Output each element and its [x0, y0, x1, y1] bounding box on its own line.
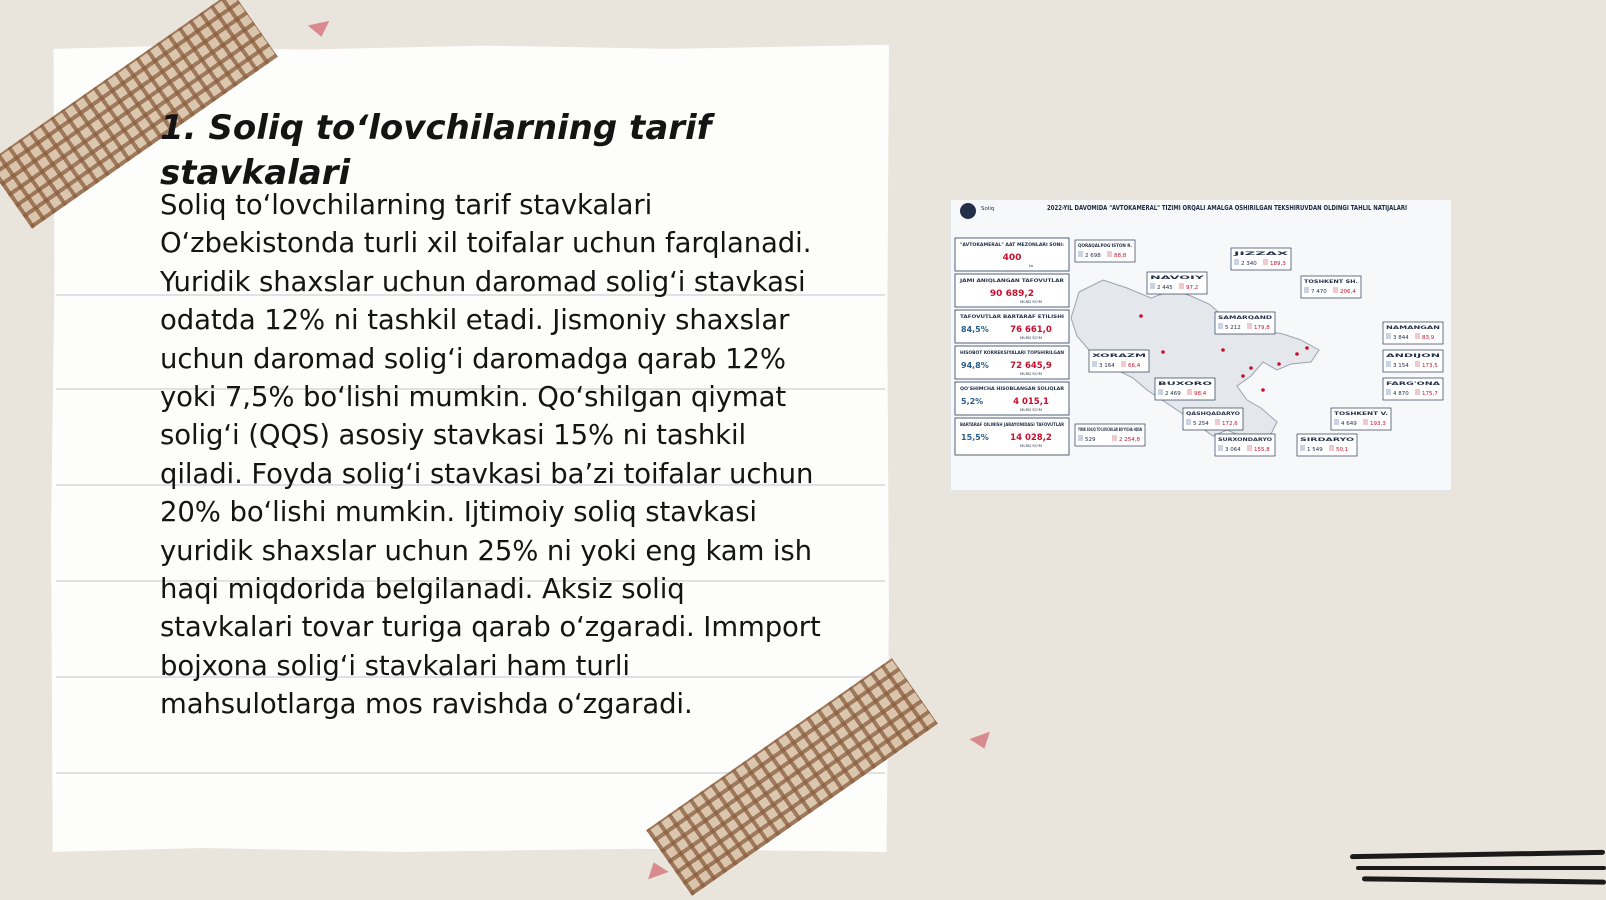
infographic-heading: 2022-YIL DAVOMIDA "AVTOKAMERAL" TIZIMI ORQALI AMALGA OSHIRILGAN TEKSHIRUVDAN OLDINGI TAHLIL NATIJALARI — [1047, 204, 1407, 212]
region-name: TOSHKENT V. — [1334, 412, 1367, 417]
stat-label: "AVTOKAMERAL" AAT MEZONLARI SONI: — [960, 243, 1064, 248]
region-count: 3 844 — [1393, 335, 1409, 341]
region-name: SAMARQAND — [1218, 316, 1251, 321]
region-box — [1383, 350, 1443, 372]
stat-value: 4 015,1 — [1013, 397, 1049, 407]
map-city-dot — [1295, 352, 1299, 356]
stat-unit: MLRD SO'M — [1020, 371, 1042, 376]
region-name: NAMANGAN — [1386, 326, 1416, 331]
region-count: 5 254 — [1193, 421, 1209, 427]
region-count-icon — [1334, 419, 1339, 425]
stat-unit: ta — [1029, 263, 1033, 268]
region-amount: 172,6 — [1222, 421, 1238, 427]
decorative-scribble-line — [1350, 850, 1605, 859]
region-box — [1155, 378, 1215, 400]
region-name: SIRDARYO — [1300, 438, 1326, 443]
stat-box — [955, 274, 1069, 307]
region-count: 3 164 — [1099, 363, 1115, 369]
region-count-icon — [1150, 283, 1155, 289]
slide-body-text: Soliq to‘lovchilarning tarif stavkalari O‘zbekistonda turli xil toifalar uchun farqlanadi. Yuridik shaxslar uchun daromad solig‘i stavkasi odatda 12% ni tashkil etadi. Jismoniy shaxslar uchun daromad solig‘i daromadga qarab 12% yoki 7,5% bo‘lishi mumkin. Qo‘shilgan qiymat solig‘i (QQS) asosiy stavkasi 15% ni tashkil qiladi. Foyda solig‘i stavkasi ba’zi toifalar uchun 20% bo‘lishi mumkin. Ijtimoiy soliq stavkasi yuridik shaxslar uchun 25% ni yoki eng kam ish haqi miqdorida belgilanadi. Aksiz soliq stavkalari tovar turiga qarab o‘zgaradi. Immport bojxona solig‘i stavkalari ham turli mahsulotlarga mos ravishda o‘zgaradi. — [160, 189, 821, 721]
region-amount-icon — [1187, 389, 1192, 395]
region-name: FARG'ONA — [1386, 382, 1412, 387]
region-name: BUXORO — [1158, 382, 1179, 387]
region-name: TOSHKENT SH. — [1304, 280, 1341, 285]
stat-label: TAFOVUTLAR BARTARAF ETILISHI — [960, 315, 1046, 320]
region-amount: 193,3 — [1370, 421, 1386, 427]
region-amount: 83,9 — [1422, 335, 1435, 341]
map-city-dot — [1221, 348, 1225, 352]
stat-box — [955, 310, 1069, 343]
map-city-dot — [1277, 362, 1281, 366]
stat-label: BARTARAF QILINISH JARAYONIDAGI TAFOVUTLAR — [960, 423, 1086, 428]
region-box — [1383, 322, 1443, 344]
region-box — [1075, 240, 1135, 262]
region-name: QORAQALPOG'ISTON R. — [1078, 244, 1136, 249]
region-box — [1183, 408, 1243, 430]
region-box — [1147, 272, 1207, 294]
tax-committee-logo-icon — [960, 203, 976, 219]
region-name: YIRIK SOLIQ TO'LOVCHILAR BO'YICHA HDSN — [1078, 428, 1186, 433]
region-count-icon — [1158, 389, 1163, 395]
region-count-icon — [1304, 287, 1309, 293]
region-count-icon — [1078, 435, 1083, 441]
region-box — [1297, 434, 1357, 456]
region-count: 2 698 — [1085, 253, 1101, 259]
region-count-icon — [1234, 259, 1239, 265]
region-amount-icon — [1415, 333, 1420, 339]
region-amount-icon — [1107, 251, 1112, 257]
region-box — [1331, 408, 1391, 430]
stat-unit: MLRD SO'M — [1020, 335, 1042, 340]
region-count-icon — [1218, 323, 1223, 329]
region-amount: 206,4 — [1340, 289, 1356, 295]
decorative-scribble-line — [1362, 876, 1606, 884]
region-amount-icon — [1415, 361, 1420, 367]
infographic-image — [950, 199, 1452, 491]
stat-value: 400 — [1002, 253, 1022, 263]
region-count-icon — [1300, 445, 1305, 451]
stat-percent: 94,8% — [961, 361, 989, 370]
map-city-dot — [1249, 366, 1253, 370]
stat-percent: 15,5% — [961, 433, 989, 442]
region-count-icon — [1078, 251, 1083, 257]
region-amount-icon — [1179, 283, 1184, 289]
region-name: SURXONDARYO — [1218, 438, 1256, 443]
region-amount: 173,5 — [1422, 363, 1438, 369]
tape-tab-right — [969, 732, 994, 753]
region-amount: 155,8 — [1254, 447, 1270, 453]
region-box — [1215, 312, 1275, 334]
region-name: NAVOIY — [1150, 276, 1169, 281]
stat-label: HISOBOT KORREKSIYALARI TOPSHIRILGAN — [960, 351, 1070, 356]
stat-value: 14 028,2 — [1010, 433, 1052, 443]
stat-value: 90 689,2 — [989, 289, 1035, 299]
region-amount: 88,8 — [1114, 253, 1127, 259]
stat-label: JAMI ANIQLANGAN TAFOVUTLAR — [960, 279, 1043, 284]
stat-unit: MLRD SO'M — [1020, 299, 1042, 304]
region-amount-icon — [1121, 361, 1126, 367]
stat-box — [955, 418, 1086, 455]
region-count: 4 870 — [1393, 391, 1409, 397]
region-amount: 2 254,8 — [1119, 437, 1140, 443]
region-box — [1215, 434, 1275, 456]
region-amount-icon — [1329, 445, 1334, 451]
stat-percent: 84,5% — [961, 325, 989, 334]
region-amount-icon — [1215, 419, 1220, 425]
region-count-icon — [1386, 389, 1391, 395]
region-count-icon — [1386, 361, 1391, 367]
region-amount: 189,3 — [1270, 261, 1286, 267]
map-city-dot — [1161, 350, 1165, 354]
decorative-scribble-line — [1356, 866, 1606, 870]
stat-box — [955, 238, 1069, 271]
region-count: 2 469 — [1165, 391, 1181, 397]
region-count-icon — [1218, 445, 1223, 451]
stat-unit: MLRD SO'M — [1020, 407, 1042, 412]
map-city-dot — [1139, 314, 1143, 318]
infographic-header — [960, 203, 1407, 219]
region-count-icon — [1186, 419, 1191, 425]
stat-box — [955, 382, 1069, 415]
region-count: 3 064 — [1225, 447, 1241, 453]
stats-panel — [955, 238, 1086, 455]
stat-box — [955, 346, 1069, 379]
stat-value: 72 645,9 — [1010, 361, 1052, 371]
stat-percent: 5,2% — [961, 397, 984, 406]
tape-tab-top — [308, 21, 332, 39]
region-count-icon — [1386, 333, 1391, 339]
region-box — [1383, 378, 1443, 400]
region-amount-icon — [1247, 445, 1252, 451]
region-box — [1075, 424, 1186, 446]
region-amount-icon — [1112, 435, 1117, 441]
region-amount-icon — [1263, 259, 1268, 265]
region-count: 7 470 — [1311, 289, 1327, 295]
region-name: XORAZM — [1092, 354, 1114, 359]
infographic-svg — [951, 200, 1451, 490]
region-box — [1231, 248, 1291, 270]
logo-text: Soliq — [981, 206, 995, 212]
stat-unit: MLRD SO'M — [1020, 443, 1042, 448]
region-box — [1089, 350, 1149, 372]
region-amount: 66,4 — [1128, 363, 1141, 369]
region-name: QASHQADARYO — [1186, 412, 1225, 417]
region-amount: 98,4 — [1194, 391, 1207, 397]
map-city-dot — [1241, 374, 1245, 378]
tape-tab-left — [643, 859, 668, 880]
region-amount-icon — [1415, 389, 1420, 395]
region-amount: 97,2 — [1186, 285, 1199, 291]
region-count: 3 154 — [1393, 363, 1409, 369]
region-amount: 50,1 — [1336, 447, 1349, 453]
region-amount: 175,7 — [1422, 391, 1438, 397]
map-city-dot — [1261, 388, 1265, 392]
region-name: JIZZAX — [1234, 252, 1251, 257]
map-city-dot — [1305, 346, 1309, 350]
region-amount: 179,8 — [1254, 325, 1270, 331]
region-name: ANDIJON — [1386, 354, 1408, 359]
region-count: 5 212 — [1225, 325, 1241, 331]
region-count: 529 — [1085, 437, 1096, 443]
region-count-icon — [1092, 361, 1097, 367]
region-amount-icon — [1247, 323, 1252, 329]
region-count: 1 549 — [1307, 447, 1323, 453]
region-amount-icon — [1363, 419, 1368, 425]
region-count: 4 649 — [1341, 421, 1357, 427]
slide-title: 1. Soliq to‘lovchilarning tarif stavkalari — [160, 108, 712, 193]
region-count: 2 340 — [1241, 261, 1257, 267]
stat-label: QO'SHIMCHA HISOBLANGAN SOLIQLAR — [960, 387, 1061, 392]
stat-value: 76 661,0 — [1010, 325, 1052, 335]
region-count: 2 445 — [1157, 285, 1173, 291]
region-amount-icon — [1333, 287, 1338, 293]
region-box — [1301, 276, 1361, 298]
